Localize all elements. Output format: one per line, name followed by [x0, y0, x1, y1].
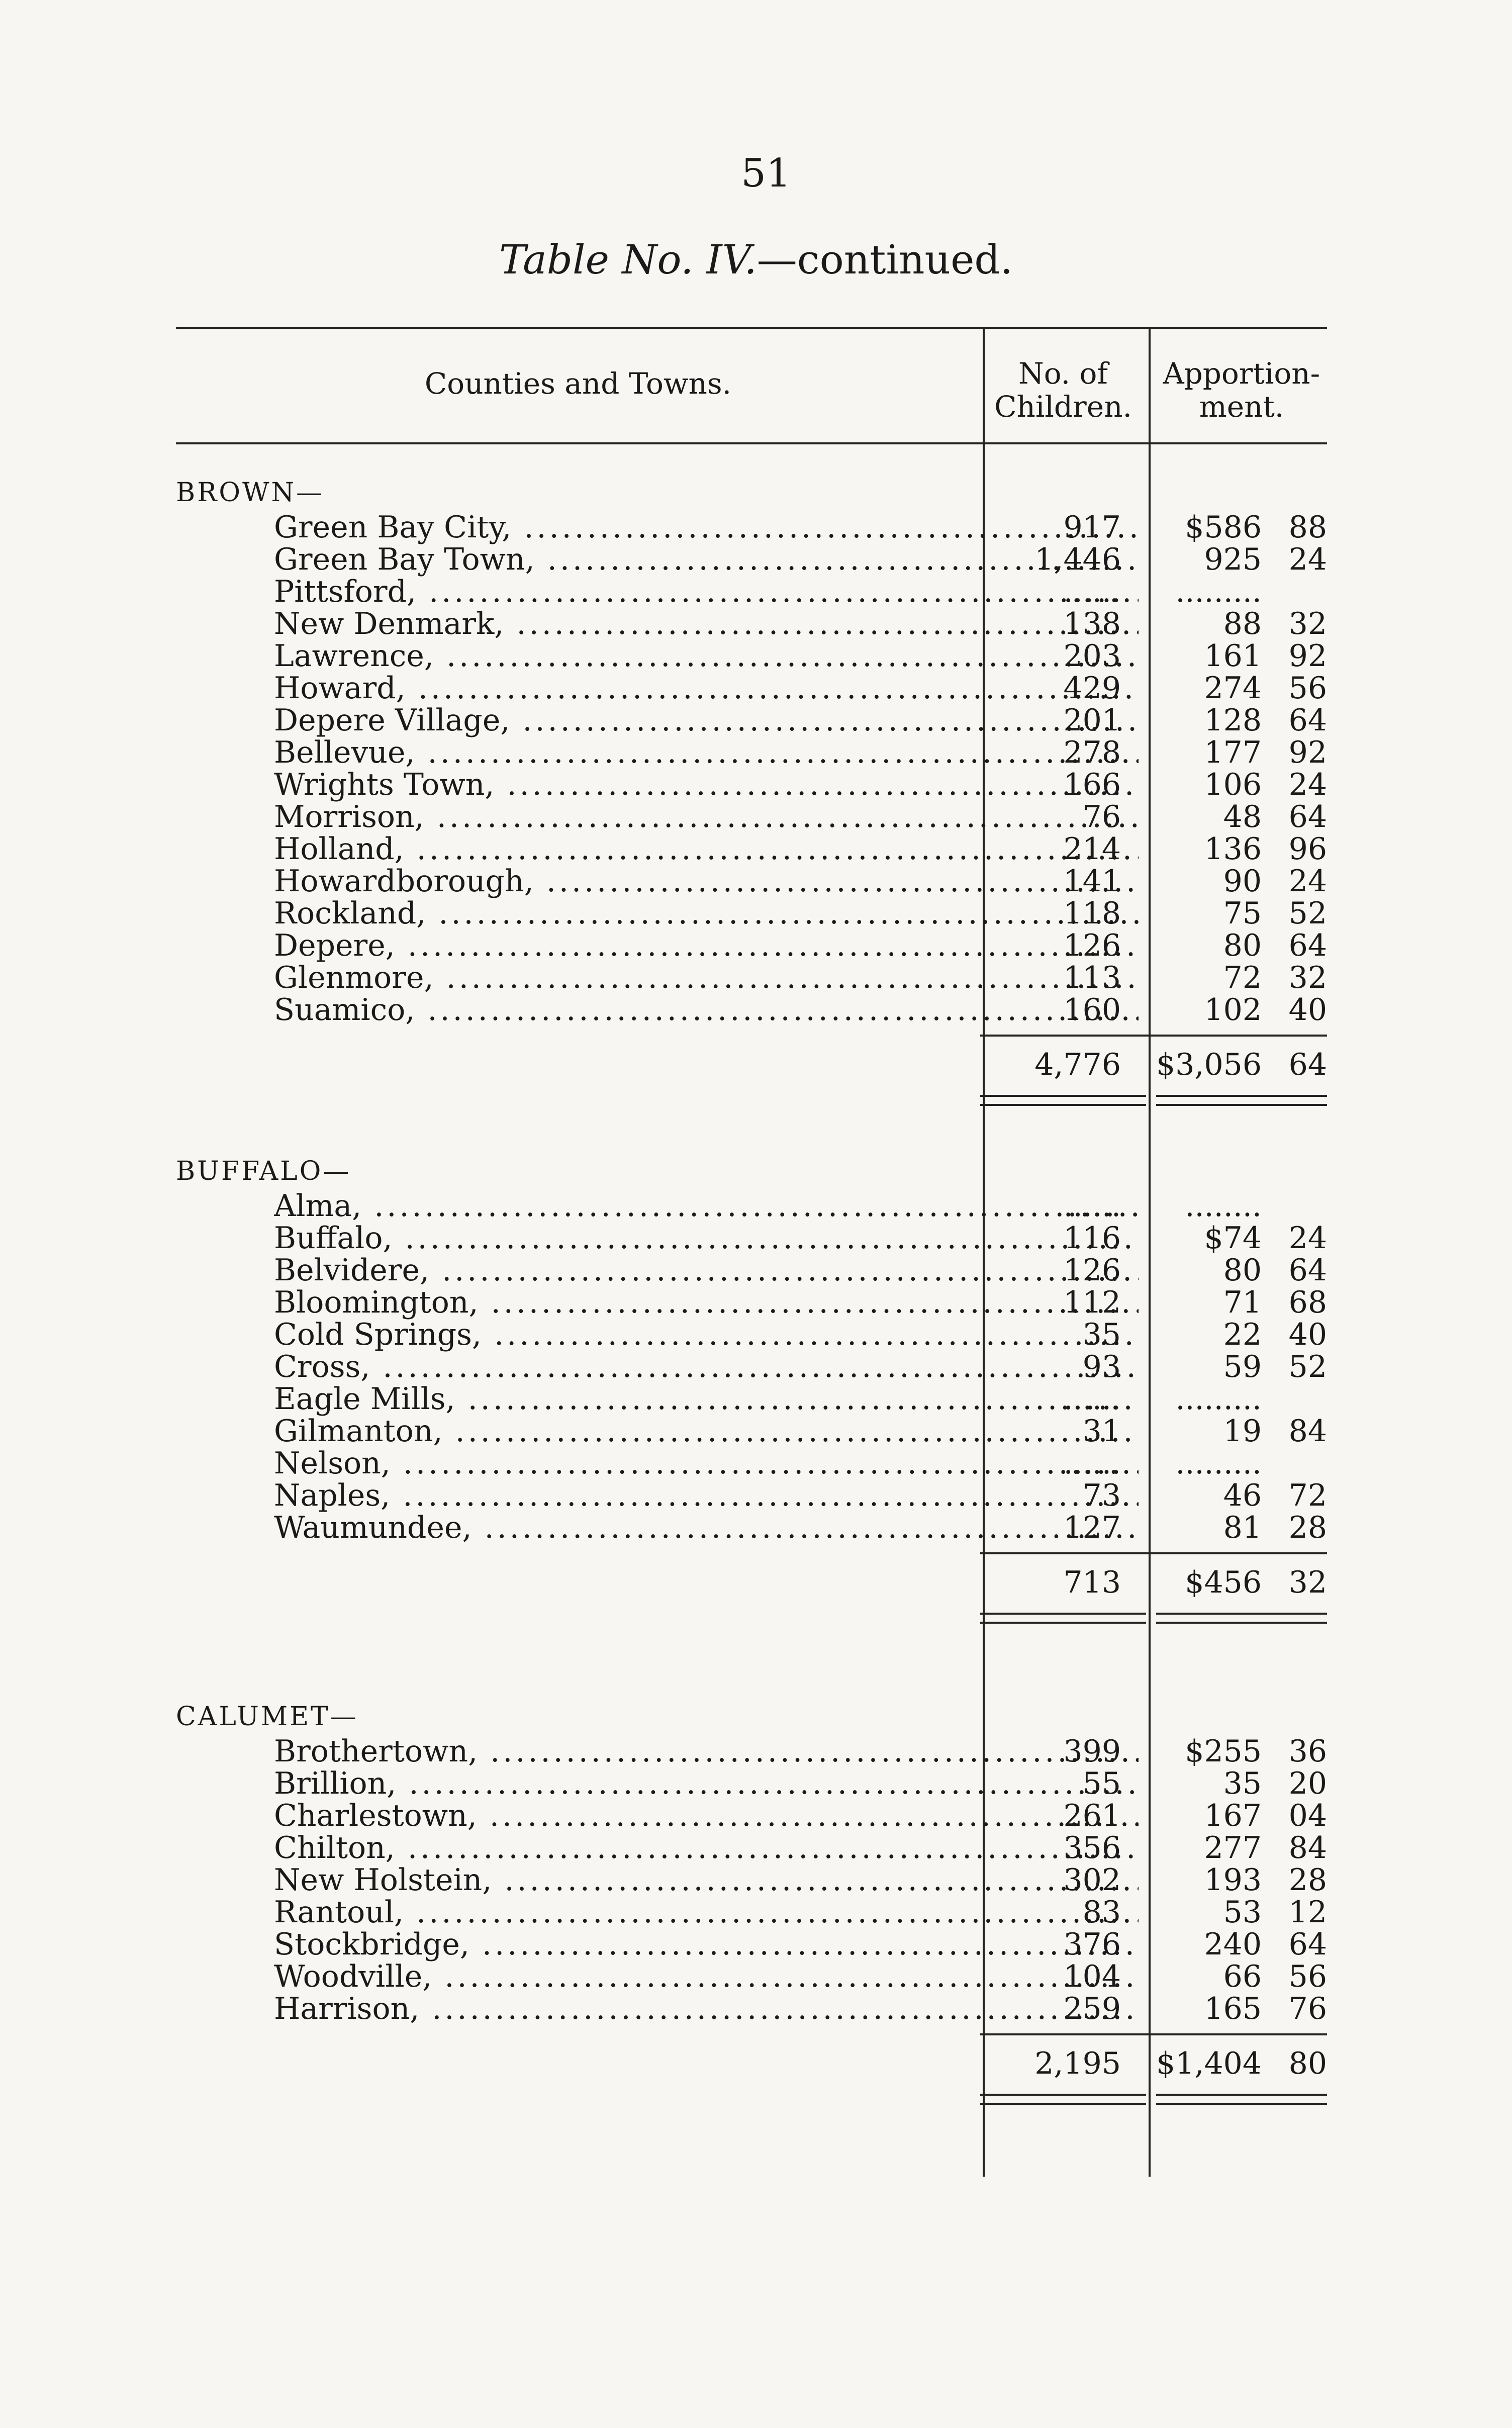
header-apport-line1: Apportion-: [1163, 356, 1320, 391]
apportionment-dollars: $255: [1185, 1734, 1262, 1769]
total-dollars: $1,404: [1156, 2046, 1262, 2081]
apportionment-dollars: 46: [1223, 1478, 1262, 1513]
apportionment-dollars: 128: [1204, 703, 1262, 738]
town-name: Wrights Town, .....: [274, 767, 1139, 802]
total-dollars: $3,056: [1156, 1047, 1262, 1082]
subtotal-rule: [980, 1552, 1327, 1554]
table-row: [176, 1927, 1327, 1962]
apportionment-cents: 28: [1288, 1862, 1327, 1898]
apportionment-cents: 64: [1288, 1927, 1327, 1962]
apportionment-cents: 64: [1288, 799, 1327, 834]
header-apport-line2: ment.: [1199, 390, 1284, 424]
apportionment-dollars: 66: [1223, 1959, 1262, 1994]
children-count: 127: [1063, 1510, 1121, 1545]
town-name: Gilmanton, .....: [274, 1414, 1139, 1449]
double-rule-children: [980, 1095, 1146, 1106]
children-count: 138: [1063, 606, 1121, 641]
total-cents: 64: [1288, 1047, 1327, 1082]
page-number: 51: [741, 151, 791, 196]
apportionment-dollars: 102: [1204, 992, 1262, 1028]
apportionment-dollars: .........: [1175, 1381, 1262, 1417]
table-row: [176, 1991, 1327, 2026]
apportionment-cents: 56: [1288, 671, 1327, 706]
town-name: Woodville, .....: [274, 1959, 1139, 1994]
header-children-line2: Children.: [994, 390, 1132, 424]
apportionment-cents: 52: [1288, 896, 1327, 931]
children-count: 126: [1063, 1253, 1121, 1288]
children-count: 201: [1063, 703, 1121, 738]
town-name: Green Bay Town, .....: [274, 542, 1139, 577]
children-count: 83: [1082, 1895, 1121, 1930]
apportionment-cents: 24: [1288, 767, 1327, 802]
apportionment-dollars: 53: [1223, 1895, 1262, 1930]
table-row: [176, 896, 1327, 931]
table-row: [176, 1959, 1327, 1994]
children-count: 112: [1063, 1285, 1121, 1320]
apportionment-dollars: $586: [1185, 510, 1262, 545]
children-count: 1,446: [1034, 542, 1121, 577]
table-row: [176, 960, 1327, 995]
table-row: [176, 1734, 1327, 1769]
table-row: [176, 606, 1327, 641]
town-name: Morrison, .....: [274, 799, 1139, 834]
apportionment-dollars: 48: [1223, 799, 1262, 834]
apportionment-dollars: 35: [1223, 1766, 1262, 1801]
apportionment-cents: 84: [1288, 1830, 1327, 1865]
table-row: [176, 831, 1327, 867]
apportionment-dollars: 925: [1204, 542, 1262, 577]
total-children: 2,195: [1034, 2046, 1121, 2081]
table-row: [176, 1830, 1327, 1865]
table-row: [176, 928, 1327, 963]
apportionment-dollars: 81: [1223, 1510, 1262, 1545]
total-cents: 80: [1288, 2046, 1327, 2081]
apportionment-cents: 28: [1288, 1510, 1327, 1545]
children-count: 141: [1063, 864, 1121, 899]
town-name: Brothertown, .....: [274, 1734, 1139, 1769]
children-count: ......: [1063, 1188, 1121, 1224]
apportionment-dollars: 90: [1223, 864, 1262, 899]
table-row: [176, 799, 1327, 834]
apportionment-dollars: $74: [1204, 1221, 1262, 1256]
town-name: Buffalo, .....: [274, 1221, 1139, 1256]
apportionment-dollars: 240: [1204, 1927, 1262, 1962]
county-total-row: [176, 1565, 1327, 1600]
children-count: 399: [1063, 1734, 1121, 1769]
double-rule-children: [980, 2094, 1146, 2105]
children-count: 259: [1063, 1991, 1121, 2026]
apportionment-cents: 88: [1288, 510, 1327, 545]
town-name: Howard, .....: [274, 671, 1139, 706]
town-name: Brillion, .....: [274, 1766, 1139, 1801]
table-row: [176, 1317, 1327, 1352]
apportionment-dollars: 88: [1223, 606, 1262, 641]
title-continued: —continued.: [757, 236, 1013, 283]
children-count: 376: [1063, 1927, 1121, 1962]
county-heading: BROWN—: [176, 478, 324, 508]
apportionment-dollars: 277: [1204, 1830, 1262, 1865]
children-count: 261: [1063, 1798, 1121, 1833]
children-count: 160: [1063, 992, 1121, 1028]
apportionment-dollars: 80: [1223, 1253, 1262, 1288]
table-row: [176, 992, 1327, 1028]
table-row: [176, 1766, 1327, 1801]
apportionment-cents: 64: [1288, 1253, 1327, 1288]
apportionment-cents: 40: [1288, 1317, 1327, 1352]
apportionment-dollars: 19: [1223, 1414, 1262, 1449]
children-count: 35: [1082, 1317, 1121, 1352]
town-name: Glenmore, .....: [274, 960, 1139, 995]
town-name: Belvidere, .....: [274, 1253, 1139, 1288]
apportionment-dollars: ........: [1185, 1188, 1262, 1224]
table-row: [176, 703, 1327, 738]
table-row: [176, 864, 1327, 899]
apportionment-cents: 64: [1288, 928, 1327, 963]
town-name: Charlestown, .....: [274, 1798, 1139, 1833]
apportionment-dollars: 274: [1204, 671, 1262, 706]
total-children: 713: [1063, 1565, 1121, 1600]
subtotal-rule: [980, 2033, 1327, 2035]
children-count: ......: [1063, 1381, 1121, 1417]
table-row: [176, 1895, 1327, 1930]
town-name: Howardborough, .....: [274, 864, 1139, 899]
town-name: Pittsford, .....: [274, 574, 1139, 609]
table-row: [176, 1349, 1327, 1384]
apportionment-dollars: 106: [1204, 767, 1262, 802]
header-bottom-rule: [176, 442, 1327, 444]
apportionment-cents: 92: [1288, 638, 1327, 674]
apportionment-cents: 40: [1288, 992, 1327, 1028]
apportionment-dollars: 59: [1223, 1349, 1262, 1384]
town-name: Green Bay City, .....: [274, 510, 1139, 545]
total-children: 4,776: [1034, 1047, 1121, 1082]
header-apportionment: [1156, 357, 1327, 423]
children-count: 302: [1063, 1862, 1121, 1898]
children-count: 917: [1063, 510, 1121, 545]
table-row: [176, 542, 1327, 577]
apportionment-dollars: 75: [1223, 896, 1262, 931]
apportionment-dollars: 80: [1223, 928, 1262, 963]
table-row: [176, 510, 1327, 545]
apportionment-cents: 20: [1288, 1766, 1327, 1801]
apportionment-cents: 76: [1288, 1991, 1327, 2026]
town-name: Naples, .....: [274, 1478, 1139, 1513]
table-row: [176, 1478, 1327, 1513]
apportionment-cents: 32: [1288, 960, 1327, 995]
double-rule-children: [980, 1613, 1146, 1624]
apportionment-cents: 68: [1288, 1285, 1327, 1320]
table-row: [176, 1862, 1327, 1898]
children-count: 203: [1063, 638, 1121, 674]
apportionment-cents: 24: [1288, 542, 1327, 577]
apportionment-dollars: 136: [1204, 831, 1262, 867]
children-count: 104: [1063, 1959, 1121, 1994]
children-count: 76: [1082, 799, 1121, 834]
table-row: [176, 638, 1327, 674]
apportionment-dollars: 165: [1204, 1991, 1262, 2026]
county-total-row: [176, 1047, 1327, 1082]
town-name: Rockland, .....: [274, 896, 1139, 931]
children-count: 93: [1082, 1349, 1121, 1384]
header-children: [980, 357, 1146, 423]
children-count: ......: [1063, 1446, 1121, 1481]
town-name: Eagle Mills, .....: [274, 1381, 1139, 1417]
apportionment-cents: 64: [1288, 703, 1327, 738]
apportionment-cents: 72: [1288, 1478, 1327, 1513]
town-name: Chilton, .....: [274, 1830, 1139, 1865]
children-count: 113: [1063, 960, 1121, 995]
apportionment-dollars: 161: [1204, 638, 1262, 674]
apportionment-cents: 92: [1288, 735, 1327, 770]
title-italic: Table No. IV.: [499, 236, 757, 283]
total-cents: 32: [1288, 1565, 1327, 1600]
children-count: ......: [1063, 574, 1121, 609]
town-name: Bellevue, .....: [274, 735, 1139, 770]
table-row: [176, 1188, 1327, 1224]
apportionment-cents: 24: [1288, 864, 1327, 899]
town-name: New Holstein, .....: [274, 1862, 1139, 1898]
town-name: Lawrence, .....: [274, 638, 1139, 674]
town-name: Nelson, .....: [274, 1446, 1139, 1481]
header-counties: Counties and Towns.: [424, 366, 732, 401]
apportionment-cents: 12: [1288, 1895, 1327, 1930]
town-name: Stockbridge, .....: [274, 1927, 1139, 1962]
table-row: [176, 1510, 1327, 1545]
apportionment-cents: 32: [1288, 606, 1327, 641]
table-top-rule: [176, 327, 1327, 329]
children-count: 116: [1063, 1221, 1121, 1256]
county-heading: BUFFALO—: [176, 1156, 351, 1186]
total-dollars: $456: [1185, 1565, 1262, 1600]
double-rule-apportionment: [1156, 1095, 1327, 1106]
town-name: Waumundee, .....: [274, 1510, 1139, 1545]
apportionment-dollars: 167: [1204, 1798, 1262, 1833]
table-row: [176, 671, 1327, 706]
apportionment-cents: 24: [1288, 1221, 1327, 1256]
double-rule-apportionment: [1156, 2094, 1327, 2105]
children-count: 278: [1063, 735, 1121, 770]
apportionment-dollars: 22: [1223, 1317, 1262, 1352]
apportionment-cents: 52: [1288, 1349, 1327, 1384]
table-row: [176, 1253, 1327, 1288]
children-count: 214: [1063, 831, 1121, 867]
apportionment-cents: 84: [1288, 1414, 1327, 1449]
page-title: [0, 236, 1512, 283]
apportionment-dollars: 72: [1223, 960, 1262, 995]
town-name: Cross, .....: [274, 1349, 1139, 1384]
apportionment-dollars: .........: [1175, 1446, 1262, 1481]
children-count: 166: [1063, 767, 1121, 802]
table-row: [176, 574, 1327, 609]
town-name: Depere, .....: [274, 928, 1139, 963]
table-row: [176, 1446, 1327, 1481]
town-name: Cold Springs, .....: [274, 1317, 1139, 1352]
subtotal-rule: [980, 1035, 1327, 1037]
apportionment-cents: 96: [1288, 831, 1327, 867]
children-count: 55: [1082, 1766, 1121, 1801]
table-row: [176, 767, 1327, 802]
town-name: Depere Village, .....: [274, 703, 1139, 738]
county-heading: CALUMET—: [176, 1702, 358, 1732]
table-row: [176, 1285, 1327, 1320]
children-count: 31: [1082, 1414, 1121, 1449]
town-name: New Denmark, .....: [274, 606, 1139, 641]
table-row: [176, 735, 1327, 770]
table-row: [176, 1798, 1327, 1833]
children-count: 356: [1063, 1830, 1121, 1865]
children-count: 118: [1063, 896, 1121, 931]
apportionment-dollars: .........: [1175, 574, 1262, 609]
town-name: Holland, .....: [274, 831, 1139, 867]
table-row: [176, 1221, 1327, 1256]
town-name: Rantoul, .....: [274, 1895, 1139, 1930]
apportionment-dollars: 71: [1223, 1285, 1262, 1320]
town-name: Harrison, .....: [274, 1991, 1139, 2026]
children-count: 73: [1082, 1478, 1121, 1513]
apportionment-cents: 36: [1288, 1734, 1327, 1769]
county-total-row: [176, 2046, 1327, 2081]
apportionment-dollars: 193: [1204, 1862, 1262, 1898]
apportionment-table: [176, 327, 1327, 2187]
town-name: Bloomington, .....: [274, 1285, 1139, 1320]
table-row: [176, 1414, 1327, 1449]
town-name: Alma, .....: [274, 1188, 1139, 1224]
children-count: 429: [1063, 671, 1121, 706]
apportionment-cents: 04: [1288, 1798, 1327, 1833]
apportionment-cents: 56: [1288, 1959, 1327, 1994]
table-row: [176, 1381, 1327, 1417]
double-rule-apportionment: [1156, 1613, 1327, 1624]
town-name: Suamico, .....: [274, 992, 1139, 1028]
header-children-line1: No. of: [1018, 356, 1108, 391]
children-count: 126: [1063, 928, 1121, 963]
apportionment-dollars: 177: [1204, 735, 1262, 770]
